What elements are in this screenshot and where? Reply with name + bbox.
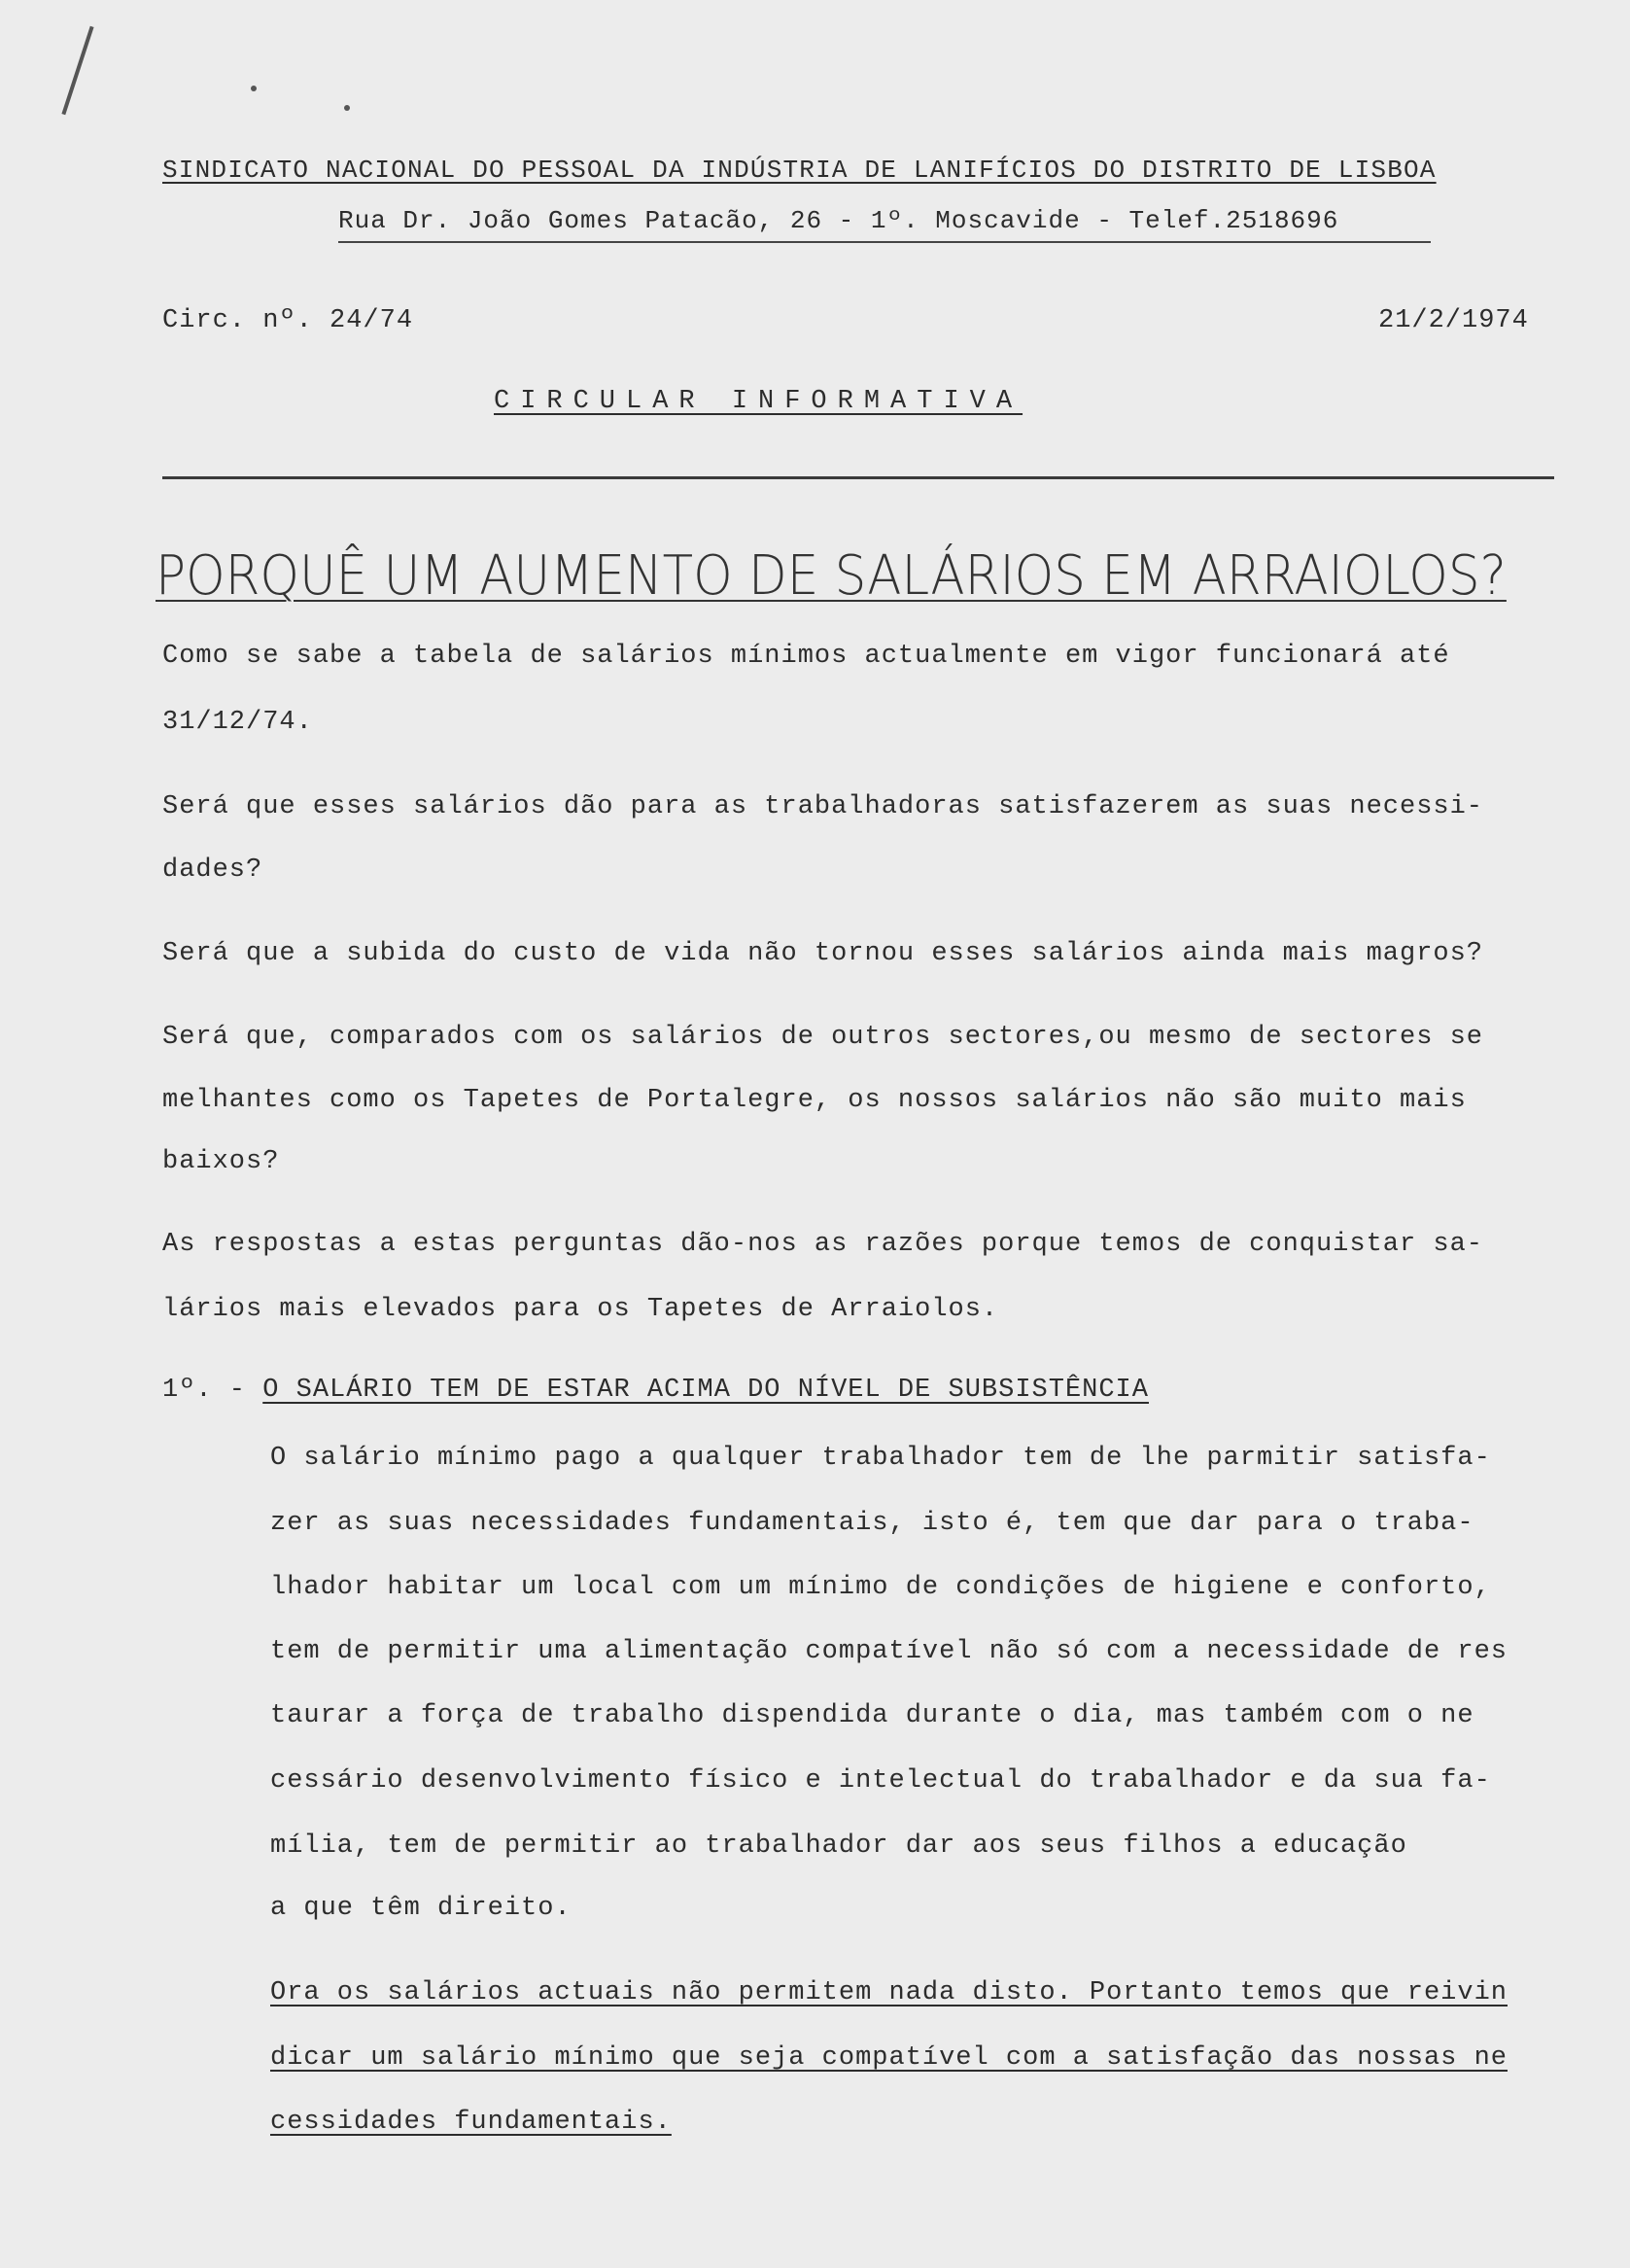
ink-speck <box>251 86 257 91</box>
paragraph-line: baixos? <box>162 1147 280 1176</box>
horizontal-rule <box>162 476 1554 479</box>
address-underline <box>338 241 1431 243</box>
section-heading <box>162 1376 1149 1405</box>
paragraph-line: melhantes como os Tapetes de Portalegre, os nossos salários não são muito mais <box>162 1086 1467 1115</box>
circular-date: 21/2/1974 <box>1378 306 1529 335</box>
section-number: 1º. - <box>162 1376 263 1405</box>
paragraph-line: dades? <box>162 855 263 885</box>
circular-title: CIRCULAR INFORMATIVA <box>494 387 1023 416</box>
paragraph-line: lhador habitar um local com um mínimo de condições de higiene e conforto, <box>270 1573 1491 1602</box>
section-title: O SALÁRIO TEM DE ESTAR ACIMA DO NÍVEL DE SUBSISTÊNCIA <box>262 1376 1149 1405</box>
org-name-line: SINDICATO NACIONAL DO PESSOAL DA INDÚSTRIA DE LANIFÍCIOS DO DISTRITO DE LISBOA <box>162 156 1437 185</box>
handwritten-headline: PORQUÊ UM AUMENTO DE SALÁRIOS EM ARRAIOLOS? <box>156 544 1507 608</box>
circular-number: Circ. nº. 24/74 <box>162 306 414 335</box>
pen-mark <box>61 26 93 116</box>
paragraph-line: Como se sabe a tabela de salários mínimos actualmente em vigor funcionará até <box>162 642 1450 671</box>
paragraph-line: O salário mínimo pago a qualquer trabalhador tem de lhe parmitir satisfa- <box>270 1444 1491 1473</box>
conclusion-line: cessidades fundamentais. <box>270 2108 672 2137</box>
paragraph-line: cessário desenvolvimento físico e intelectual do trabalhador e da sua fa- <box>270 1766 1491 1796</box>
paragraph-line: lários mais elevados para os Tapetes de Arraiolos. <box>162 1295 999 1324</box>
paragraph-line: Será que esses salários dão para as trabalhadoras satisfazerem as suas necessi- <box>162 792 1484 821</box>
conclusion-line: Ora os salários actuais não permitem nada disto. Portanto temos que reivin <box>270 1978 1508 2007</box>
paragraph-line: Será que, comparados com os salários de outros sectores,ou mesmo de sectores se <box>162 1023 1484 1052</box>
conclusion-line: dicar um salário mínimo que seja compatível com a satisfação das nossas ne <box>270 2043 1508 2073</box>
paragraph-line: tem de permitir uma alimentação compatível não só com a necessidade de res <box>270 1637 1508 1666</box>
ink-speck <box>344 105 350 111</box>
paragraph-line: Será que a subida do custo de vida não tornou esses salários ainda mais magros? <box>162 939 1484 968</box>
address-line: Rua Dr. João Gomes Patacão, 26 - 1º. Moscavide - Telef.2518696 <box>338 206 1339 235</box>
paragraph-line: a que têm direito. <box>270 1894 572 1923</box>
paragraph-line: zer as suas necessidades fundamentais, isto é, tem que dar para o traba- <box>270 1509 1474 1538</box>
paragraph-line: As respostas a estas perguntas dão-nos as razões porque temos de conquistar sa- <box>162 1230 1484 1259</box>
paragraph-line: 31/12/74. <box>162 708 313 737</box>
paragraph-line: taurar a força de trabalho dispendida durante o dia, mas também com o ne <box>270 1701 1474 1730</box>
paragraph-line: mília, tem de permitir ao trabalhador dar aos seus filhos a educação <box>270 1832 1407 1861</box>
